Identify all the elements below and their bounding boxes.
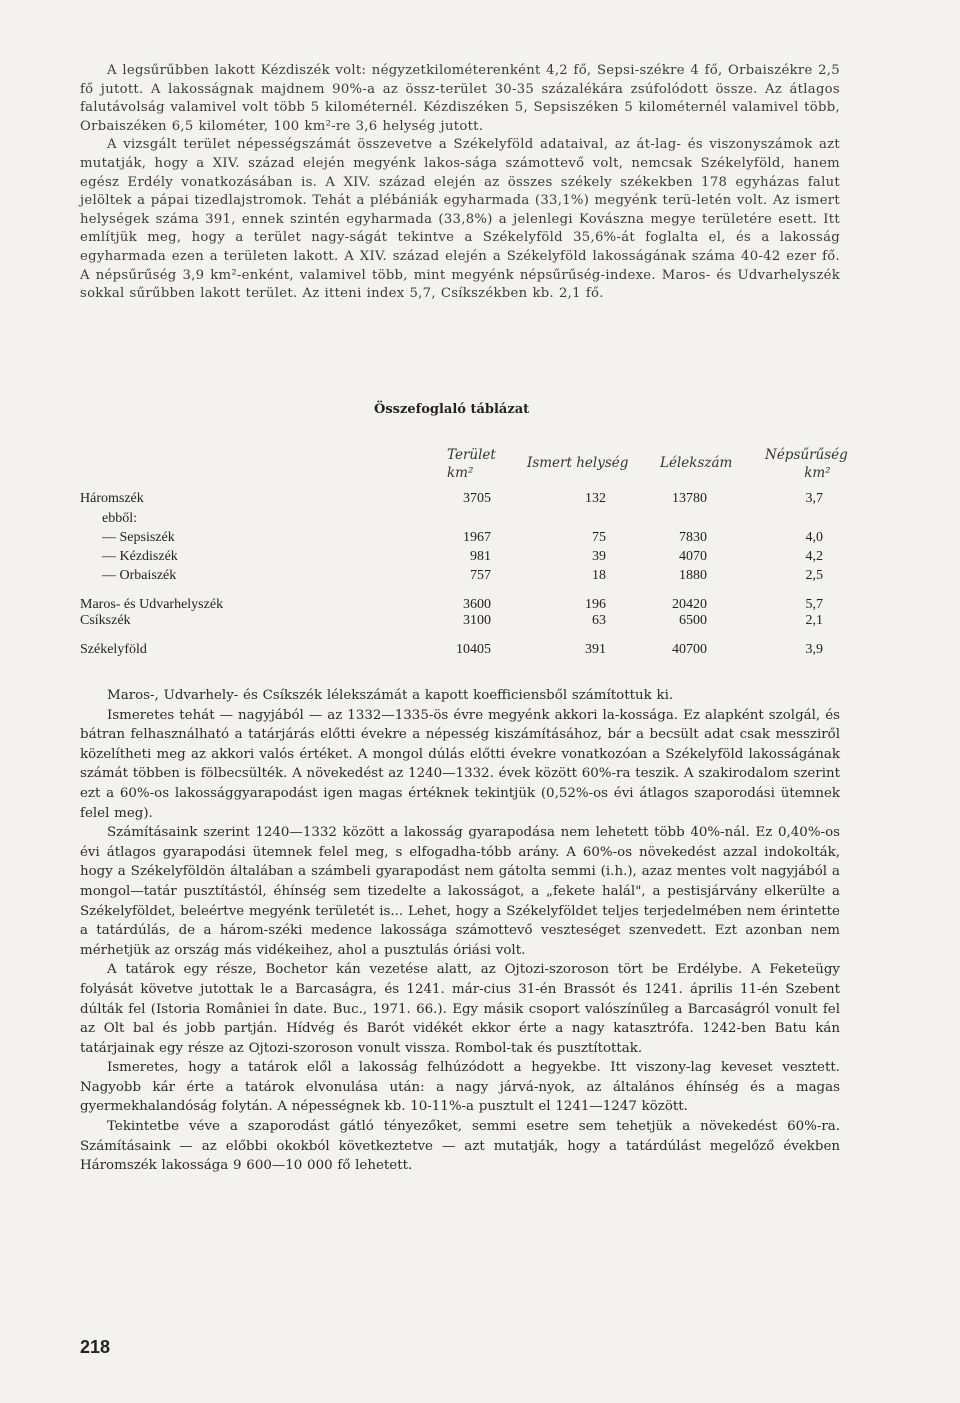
row-name: Csíkszék xyxy=(80,613,131,628)
paragraph-7: Ismeretes, hogy a tatárok elől a lakosság felhúzódott a hegyekbe. Itt viszony-lag keveset vesztett. Nagyobb kár érte a tatárok elvonulása után: a nagy járvá-nyok, az általános éhínség és a magas gyermekhalandóság folytán. A népességnek kb. 10-11%-a pusztult el 1241—1247 között. xyxy=(80,1060,840,1115)
row-terulet: 3705 xyxy=(463,491,491,506)
row-terulet: 3600 xyxy=(463,597,491,612)
top-text-block xyxy=(80,62,840,304)
row-name: Székelyföld xyxy=(80,642,147,657)
paragraph-8: Tekintetbe véve a szaporodást gátló tényezőket, semmi esetre sem tehetjük a növekedést 60%-ra. Számításaink — az előbbi okokból következtetve — azt mutatják, hogy a tatárdúlást megelőző években Háromszék lakossága 9 600—10 000 fő lehetett. xyxy=(80,1119,840,1174)
table-title: Összefoglaló táblázat xyxy=(374,402,530,417)
bottom-text-block xyxy=(80,686,840,1176)
row-lelekszam: 40700 xyxy=(672,642,707,657)
table-row xyxy=(0,530,960,550)
row-terulet: 1967 xyxy=(463,530,491,545)
header-terulet xyxy=(447,446,496,482)
row-helyseg: 132 xyxy=(585,491,606,506)
row-helyseg: 196 xyxy=(585,597,606,612)
table-row xyxy=(0,511,960,531)
row-lelekszam: 7830 xyxy=(679,530,707,545)
row-name: ebből: xyxy=(102,511,137,526)
row-name: — Kézdiszék xyxy=(102,549,178,564)
row-nepsuruseg: 4,0 xyxy=(805,530,823,545)
row-lelekszam: 20420 xyxy=(672,597,707,612)
header-terulet-unit: km² xyxy=(447,465,474,481)
row-nepsuruseg: 3,9 xyxy=(805,642,823,657)
row-terulet: 3100 xyxy=(463,613,491,628)
row-nepsuruseg: 2,5 xyxy=(805,568,823,583)
table-row xyxy=(0,491,960,511)
header-nepsuruseg xyxy=(765,446,848,482)
row-name: — Sepsiszék xyxy=(102,530,175,545)
paragraph-5: Számításaink szerint 1240—1332 között a lakosság gyarapodása nem lehetett több 40%-nál. Ez 0,40%-os évi átlagos gyarapodási ütemnek felel meg, s elfogadha-tóbb arány. A 60%-os növekedést azzal indokolták, hogy a Székelyföldön általában a számbeli gyarapodást nem gátolta semmi (i.h.), azaz mentes volt nagyjából a mongol—tatár pusztítástól, éhínség sem tizedelte a lakosságot, a „fekete halál", a pestisjárvány elkerülte a Székelyföldet, beleértve megyénk területét is... Lehet, hogy a Székelyföldet teljes terjedelmében nem érintette a tatárdúlás, de a három-széki medence lakossága számottevő veszteséget szenvedett. Ezt azonban nem mérhetjük az ország más vidékeihez, ahol a pusztulás óriási volt. xyxy=(80,825,840,958)
header-helyseg: Ismert helység xyxy=(527,455,629,471)
table-row xyxy=(0,613,960,633)
row-nepsuruseg: 4,2 xyxy=(805,549,823,564)
row-terulet: 757 xyxy=(470,568,491,583)
header-nepsuruseg-unit: km² xyxy=(804,465,831,481)
row-helyseg: 39 xyxy=(592,549,606,564)
row-lelekszam: 13780 xyxy=(672,491,707,506)
row-helyseg: 391 xyxy=(585,642,606,657)
page-number: 218 xyxy=(80,1337,111,1357)
table-row xyxy=(0,642,960,662)
row-helyseg: 75 xyxy=(592,530,606,545)
paragraph-1: A legsűrűbben lakott Kézdiszék volt: négyzetkilométerenként 4,2 fő, Sepsi-székre 4 fő, Orbaiszékre 2,5 fő jutott. A lakosságnak majdnem 90%-a az össz-terület 30-35 százalékára zsúfolódott össze. Az átlagos falutávolság valamivel volt több 5 kilométernél. Kézdiszéken 5, Sepsiszéken 5 kilométernél valamivel több, Orbaiszéken 6,5 kilométer, 100 km²-re 3,6 helység jutott. xyxy=(80,63,840,134)
paragraph-3: Maros-, Udvarhely- és Csíkszék lélekszámát a kapott koefficiensből számítottuk ki. xyxy=(107,688,674,703)
header-terulet-label: Terület xyxy=(447,447,496,463)
paragraph-4: Ismeretes tehát — nagyjából — az 1332—1335-ös évre megyénk akkori la-kossága. Ez alapként szolgál, és bátran felhasználható a tatárjárás előtti évekre a népesség kiszámításához, bár a becsült adat csak messziről közelítheti meg az akkori valós értéket. A mongol dúlás előtti évekre vonatkozóan a Székelyföld lakosságának számát többen is fölbecsülték. A növekedést az 1240—1332. évek között 60%-ra teszik. A szakirodalom szerint ezt a 60%-os lakossággyarapodást igen magas értéknek tekintjük (0,52%-os évi átlagos szaporodási ütemnek felel meg). xyxy=(80,707,840,821)
paragraph-2: A vizsgált terület népességszámát összevetve a Székelyföld adataival, az át-lag- és viszonyszámok azt mutatják, hogy a XIV. század elején megyénk lakos-sága számottevő volt, nemcsak Székelyföld, hanem egész Erdély vonatkozásában is. A XIV. század elején az összes székely székekben 178 egyházas falut jelöltek a pápai tizedlajstromok. Tehát a plébániák egyharmada (33,1%) megyénk terü-letén volt. Az ismert helységek száma 391, ennek szintén egyharmada (33,8%) a jelenlegi Kovászna megye területére esett. Itt említjük meg, hogy a terület nagy-ságát tekintve a Székelyföld 35,6%-át foglalta el, és a lakosság egyharmada ezen a területen lakott. A XIV. század elején a Székelyföld lakosságának száma 40-42 ezer fő. A népsűrűség 3,9 km²-enként, valamivel több, mint megyénk népsűrűség-indexe. Maros- és Udvarhelyszék sokkal sűrűbben lakott terület. Az itteni index 5,7, Csíkszékben kb. 2,1 fő. xyxy=(80,137,840,302)
row-name: Háromszék xyxy=(80,491,144,506)
row-helyseg: 63 xyxy=(592,613,606,628)
row-lelekszam: 4070 xyxy=(679,549,707,564)
row-nepsuruseg: 2,1 xyxy=(805,613,823,628)
table-row xyxy=(0,549,960,569)
row-name: Maros- és Udvarhelyszék xyxy=(80,597,224,612)
row-nepsuruseg: 3,7 xyxy=(805,491,823,506)
row-name: — Orbaiszék xyxy=(102,568,177,583)
row-terulet: 981 xyxy=(470,549,491,564)
header-nepsuruseg-label: Népsűrűség xyxy=(765,447,848,463)
row-lelekszam: 6500 xyxy=(679,613,707,628)
header-lelekszam: Lélekszám xyxy=(660,455,733,471)
row-helyseg: 18 xyxy=(592,568,606,583)
row-lelekszam: 1880 xyxy=(679,568,707,583)
row-terulet: 10405 xyxy=(456,642,491,657)
row-nepsuruseg: 5,7 xyxy=(805,597,823,612)
table-row xyxy=(0,568,960,588)
paragraph-6: A tatárok egy része, Bochetor kán vezetése alatt, az Ojtozi-szoroson tört be Erdélybe. A Feketeügy folyását követve jutottak le a Barcaságra, és 1241. már-cius 31-én Brassót és 1241. április 11-én Szebent dúlták fel (Istoria României în date. Buc., 1971. 66.). Egy másik csoport valószínűleg a Barcaságról vonult fel az Olt bal és jobb partján. Hídvég és Barót vidékét ekkor érte a nagy katasztrófa. 1242-ben Batu kán tatárjainak egy része az Ojtozi-szoroson vonult vissza. Rombol-tak és pusztítottak. xyxy=(80,962,840,1056)
